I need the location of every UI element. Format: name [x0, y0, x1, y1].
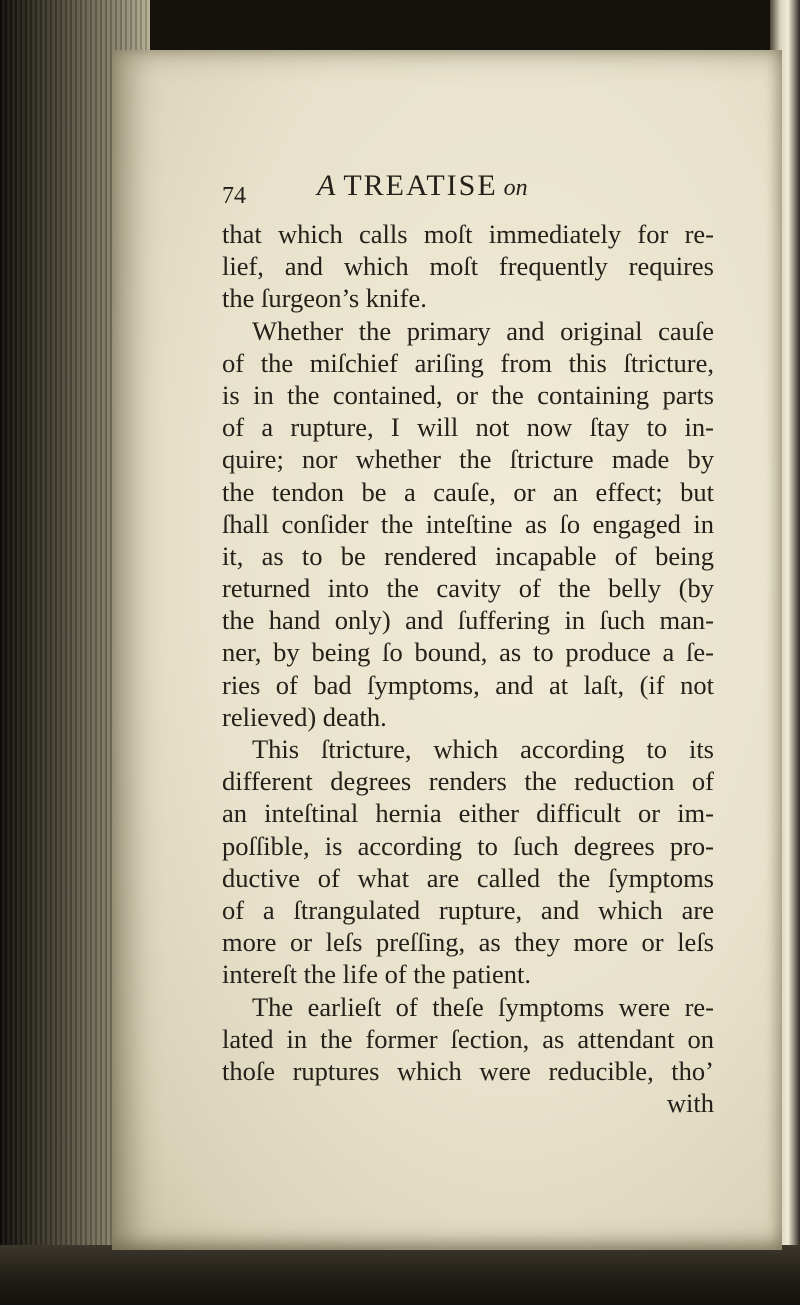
text-line: of a rupture, I will not now ſtay to in- — [222, 412, 714, 443]
running-title-word: TREATISE — [343, 169, 498, 202]
text-line: This ſtricture, which according to its — [252, 734, 714, 764]
text-line: of a ſtrangulated rupture, and which are — [222, 894, 714, 925]
page-text-block — [222, 170, 714, 1119]
text-line: returned into the cavity of the belly (by — [222, 573, 714, 604]
text-line: different degrees renders the reduction of — [222, 766, 714, 797]
text-line: ductive of what are called the ſymptoms — [222, 862, 714, 893]
text-line: is in the contained, or the containing parts — [222, 379, 714, 410]
text-line: that which calls moſt immediately for re- — [222, 219, 714, 249]
text-line: ries of bad ſymptoms, and at laſt, (if not — [222, 669, 714, 700]
book-page — [112, 50, 782, 1250]
text-line: Whether the primary and original cauſe — [252, 315, 714, 346]
text-line: the hand only) and ſuffering in ſuch man- — [222, 605, 714, 636]
running-title — [317, 170, 528, 204]
text-line: ſhall conſider the inteſtine as ſo engaged in — [222, 508, 714, 539]
text-line: the tendon be a cauſe, or an effect; but — [222, 476, 714, 507]
text-line: intereſt the life of the patient. — [222, 959, 532, 990]
text-line: more or leſs preſſing, as they more or leſs — [222, 927, 714, 958]
book-bottom-edge — [0, 1245, 800, 1305]
text-line: lief, and which moſt frequently requires — [222, 251, 714, 282]
running-title-initial: A — [317, 169, 338, 202]
page-header — [222, 170, 714, 210]
text-line: an inteſtinal hernia either difficult or im- — [222, 798, 714, 829]
text-line: lated in the former ſection, as attendant on — [222, 1023, 714, 1054]
text-line: it, as to be rendered incapable of being — [222, 540, 714, 571]
running-title-suffix: on — [503, 175, 528, 201]
text-line: quire; nor whether the ſtricture made by — [222, 444, 714, 475]
page-number: 74 — [222, 183, 246, 209]
text-line: poſſible, is according to ſuch degrees pro- — [222, 830, 714, 861]
text-line: ner, by being ſo bound, as to produce a ſe- — [222, 637, 714, 668]
catchword: with — [666, 1088, 714, 1119]
text-line: the ſurgeon’s knife. — [222, 283, 427, 314]
text-line: The earlieſt of theſe ſymptoms were re- — [252, 991, 714, 1022]
text-line: relieved) death. — [222, 701, 387, 732]
text-line: of the miſchief ariſing from this ſtricture, — [222, 347, 714, 378]
text-line: thoſe ruptures which were reducible, tho’ — [222, 1055, 714, 1086]
